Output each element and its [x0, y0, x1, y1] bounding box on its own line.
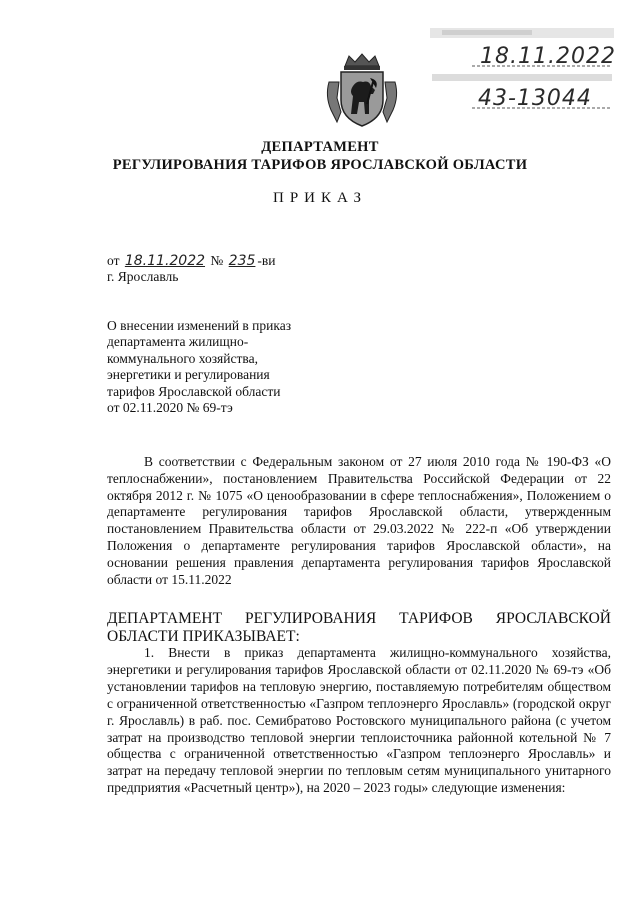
subject-line: энергетики и регулирования	[107, 367, 270, 383]
orders-heading	[107, 610, 611, 646]
subject-line: коммунального хозяйства,	[107, 350, 258, 366]
order-date-number	[107, 253, 276, 269]
department-title-line2: РЕГУЛИРОВАНИЯ ТАРИФОВ ЯРОСЛАВСКОЙ ОБЛАСТИ	[112, 157, 528, 173]
department-title-line1: ДЕПАРТАМЕНТ	[261, 139, 379, 155]
orders-heading-line1: ДЕПАРТАМЕНТ РЕГУЛИРОВАНИЯ ТАРИФОВ ЯРОСЛАВСКОЙ	[107, 610, 611, 627]
registration-stamp	[412, 22, 622, 118]
subject-line: от 02.11.2020 № 69-тэ	[107, 400, 233, 416]
order-city: г. Ярославль	[107, 269, 179, 284]
stamp-registration-number: 43-13044	[478, 86, 592, 111]
order-number: 235	[228, 253, 256, 269]
order-from-label: от	[107, 253, 120, 268]
order-number-suffix: -ви	[257, 253, 276, 268]
order-subject	[107, 318, 357, 416]
coat-of-arms-emblem	[323, 52, 401, 130]
subject-line: департамента жилищно-	[107, 334, 249, 350]
subject-line: тарифов Ярославской области	[107, 383, 281, 399]
orders-heading-line2: ОБЛАСТИ ПРИКАЗЫВАЕТ:	[107, 628, 300, 645]
order-number-label: №	[210, 253, 224, 268]
order-date: 18.11.2022	[124, 253, 206, 269]
subject-line: О внесении изменений в приказ	[107, 318, 292, 333]
document-type-title: ПРИКАЗ	[273, 190, 367, 206]
preamble-paragraph: В соответствии с Федеральным законом от 27 июля 2010 года № 190-ФЗ «О теплоснабжении», постановлением Правительства Российской Федерации от 22 октября 2012 г. № 1075 «О ценообразовании в сфере теплоснабжения», Положением о департаменте регулирования тарифов Ярославской области, утвержденным постановлением Правительства области от 29.03.2022 № 222-п «Об утверждении Положения о департаменте регулирования тарифов Ярославской области», на основании решения правления департамента регулирования тарифов Ярославской области от 15.11.2022	[107, 454, 611, 587]
stamp-date: 18.11.2022	[480, 44, 616, 69]
item-1-paragraph: 1. Внести в приказ департамента жилищно-коммунального хозяйства, энергетики и регулирования тарифов Ярославской области от 02.11.2020 № 69-тэ «Об установлении тарифов на тепловую энергию, поставляемую потребителям обществом с ограниченной ответственностью «Газпром теплоэнерго Ярославль» (городской округ г. Ярославль) в раб. пос. Семибратово Ростовского муниципального района (с учетом затрат на производство тепловой энергии теплоисточника районной котельной № 7 общества с ограниченной ответственностью «Газпром теплоэнерго Ярославль» и затрат на передачу тепловой энергии по тепловым сетям муниципального унитарного предприятия «Расчетный центр»), на 2020 – 2023 годы» следующие изменения:	[107, 645, 611, 796]
